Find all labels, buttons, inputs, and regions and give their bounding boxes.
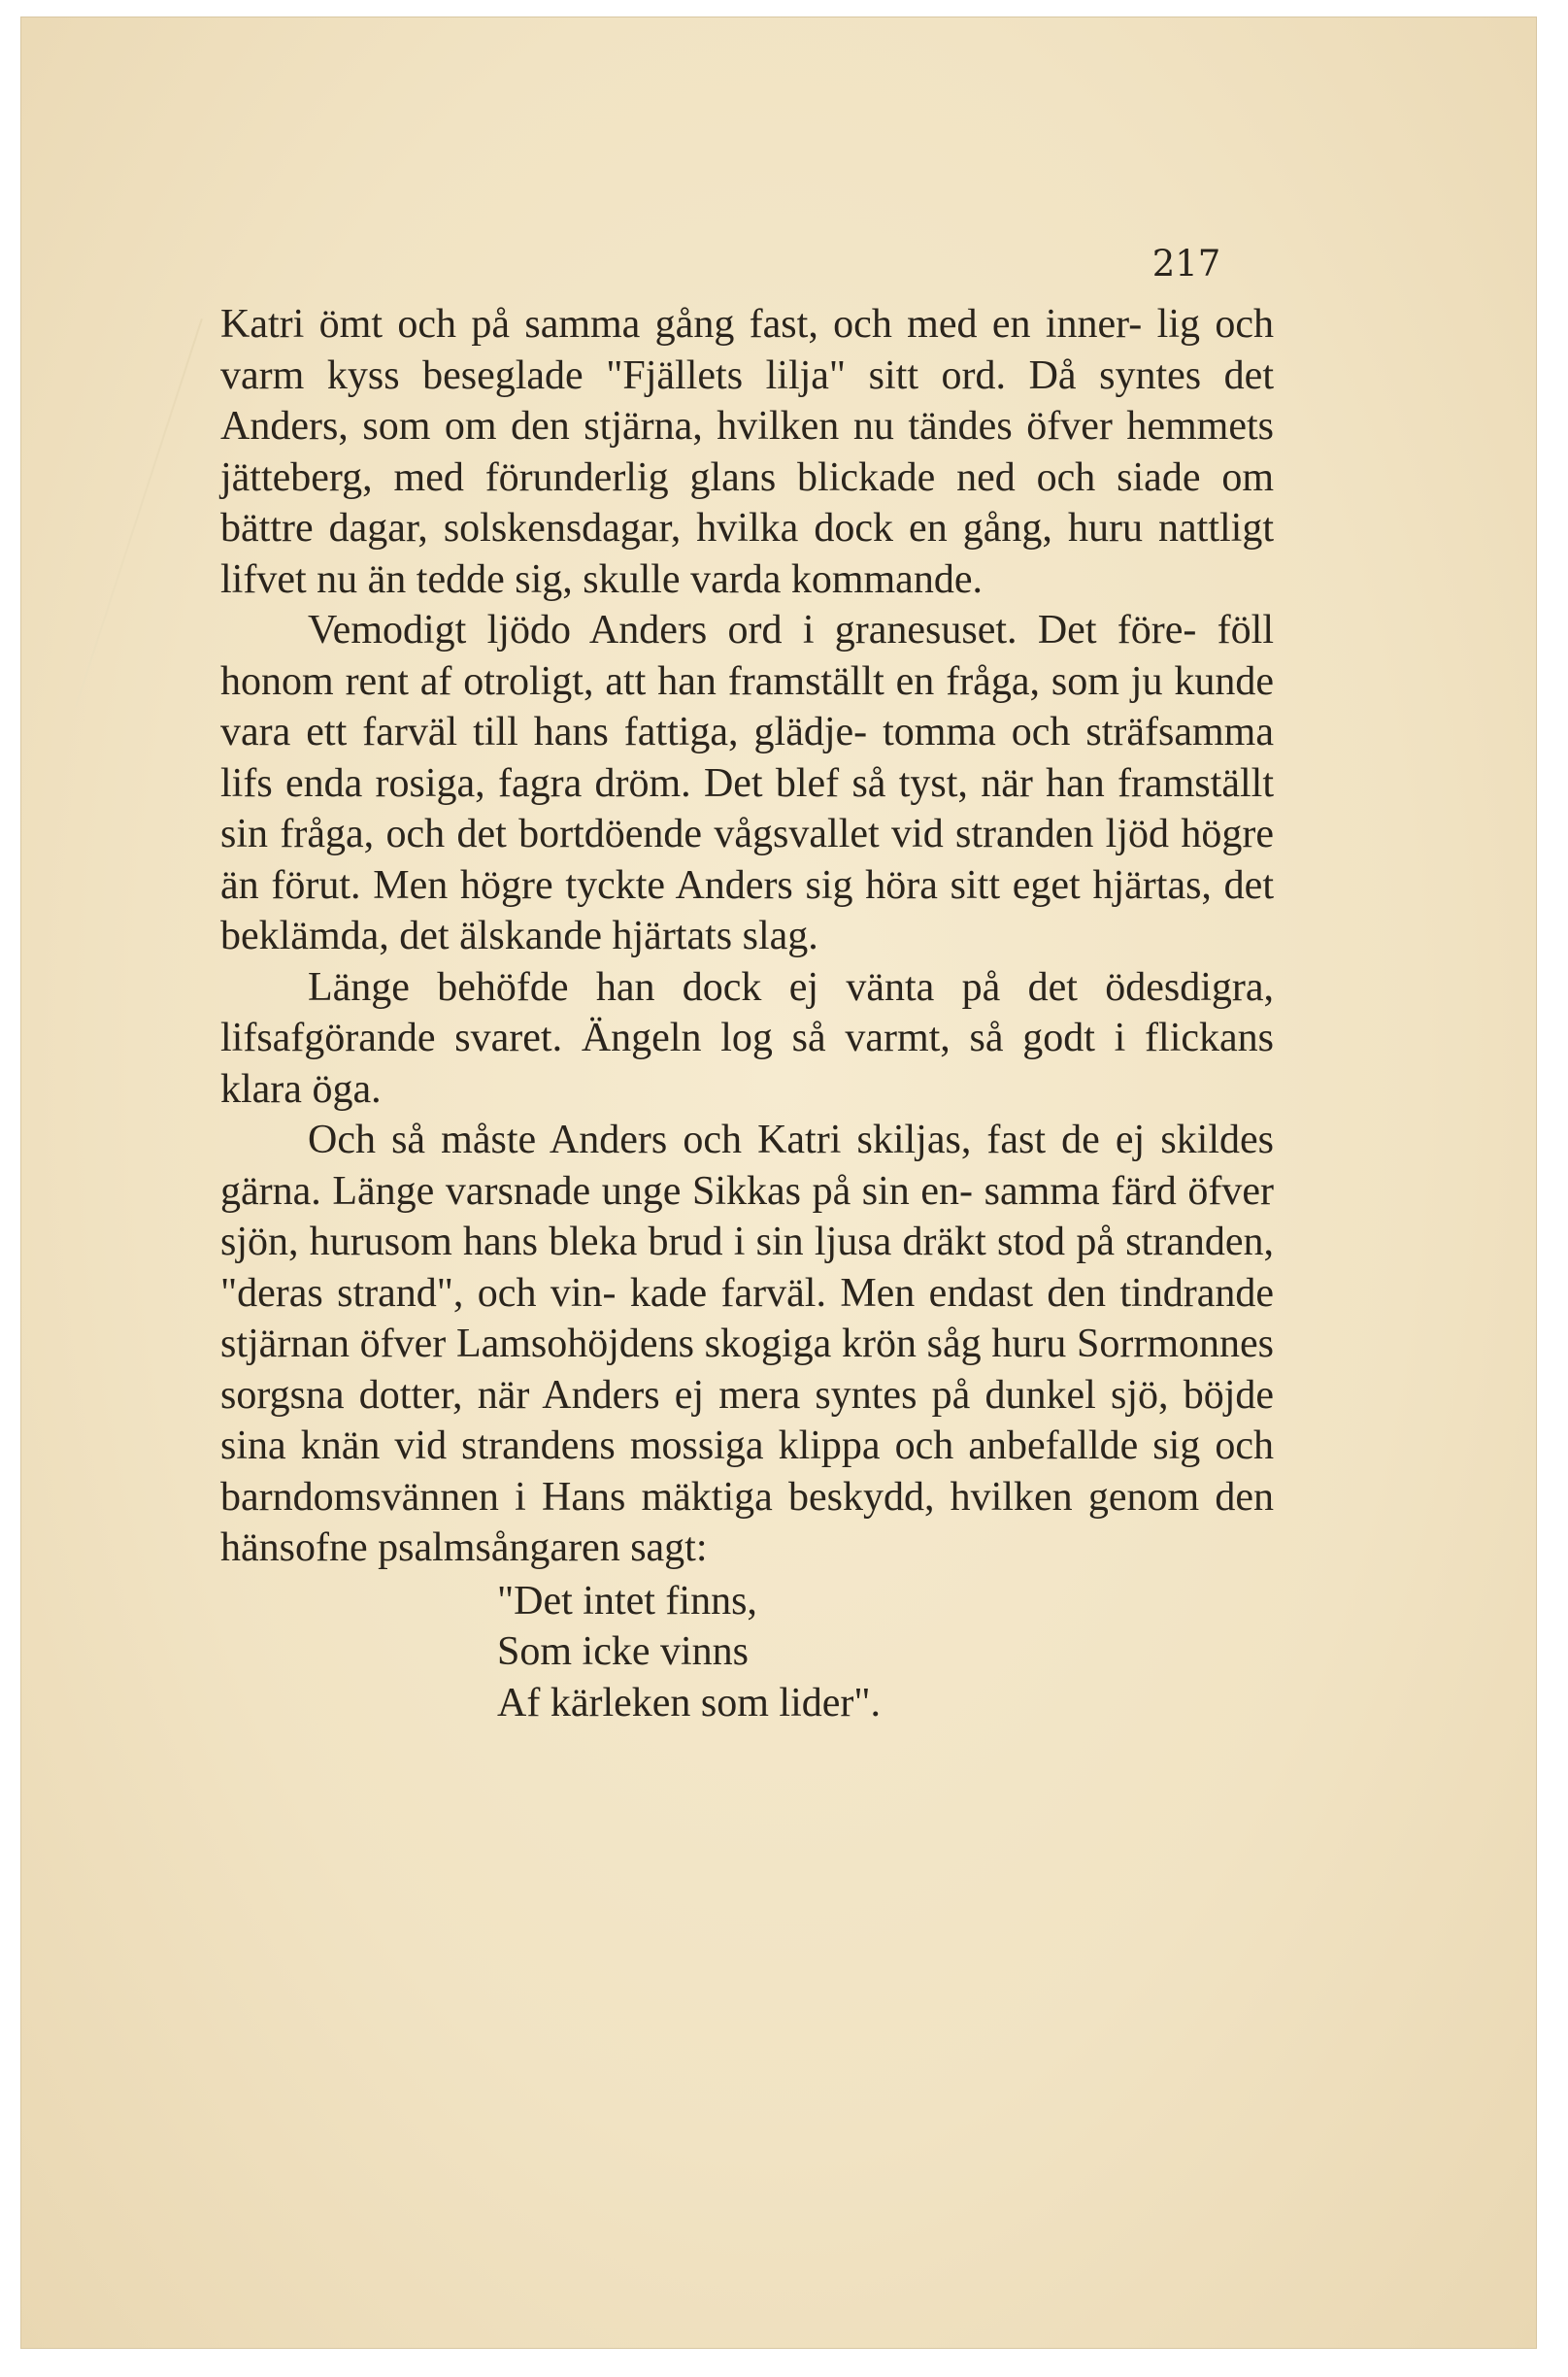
page-number: 217 (1151, 243, 1221, 285)
paragraph-3: Länge behöfde han dock ej vänta på det ödesdigra, lifsafgörande svaret. Ängeln log så varmt, så godt i flickans klara öga. (220, 964, 1274, 1112)
body-text (220, 299, 1274, 1728)
poem-line-2: Som icke vinns (497, 1629, 749, 1674)
poem-line-3: Af kärleken som lider". (497, 1680, 882, 1725)
paragraph-1: Katri ömt och på samma gång fast, och med en inner- lig och varm kyss beseglade "Fjällets lilja" sitt ord. Då syntes det Anders, som om den stjärna, hvilken nu tändes öfver hemmets jätteberg, med förunderlig glans blickade ned och siade om bättre dagar, solskensdagar, hvilka dock en gång, huru nattligt lifvet nu än tedde sig, skulle varda kommande. (220, 302, 1274, 602)
paragraph-4: Och så måste Anders och Katri skiljas, fast de ej skildes gärna. Länge varsnade unge Sikkas på sin en- samma färd öfver sjön, hurusom hans bleka brud i sin ljusa dräkt stod på stranden, "deras strand", och vin- kade farväl. Men endast den tindrande stjärnan öfver Lamsohöjdens skogiga krön såg huru Sorrmonnes sorgsna dotter, när Anders ej mera syntes på dunkel sjö, böjde sina knän vid strandens mossiga klippa och anbefallde sig och barndomsvännen i Hans mäktiga beskydd, hvilken genom den hänsofne psalmsångaren sagt: (220, 1118, 1274, 1570)
page-crease (75, 318, 203, 707)
book-page (21, 17, 1536, 2348)
poem-quote (497, 1576, 1274, 1729)
poem-line-1: "Det intet finns, (497, 1578, 757, 1624)
paragraph-2: Vemodigt ljödo Anders ord i granesuset. Det före- föll honom rent af otroligt, att han framställt en fråga, som ju kunde vara ett farväl till hans fattiga, glädje- tomma och sträfsamma lifs enda rosiga, fagra dröm. Det blef så tyst, när han framställt sin fråga, och det bortdöende vågsvallet vid stranden ljöd högre än förut. Men högre tyckte Anders sig höra sitt eget hjärtas, det beklämda, det älskande hjärtats slag. (220, 608, 1274, 958)
